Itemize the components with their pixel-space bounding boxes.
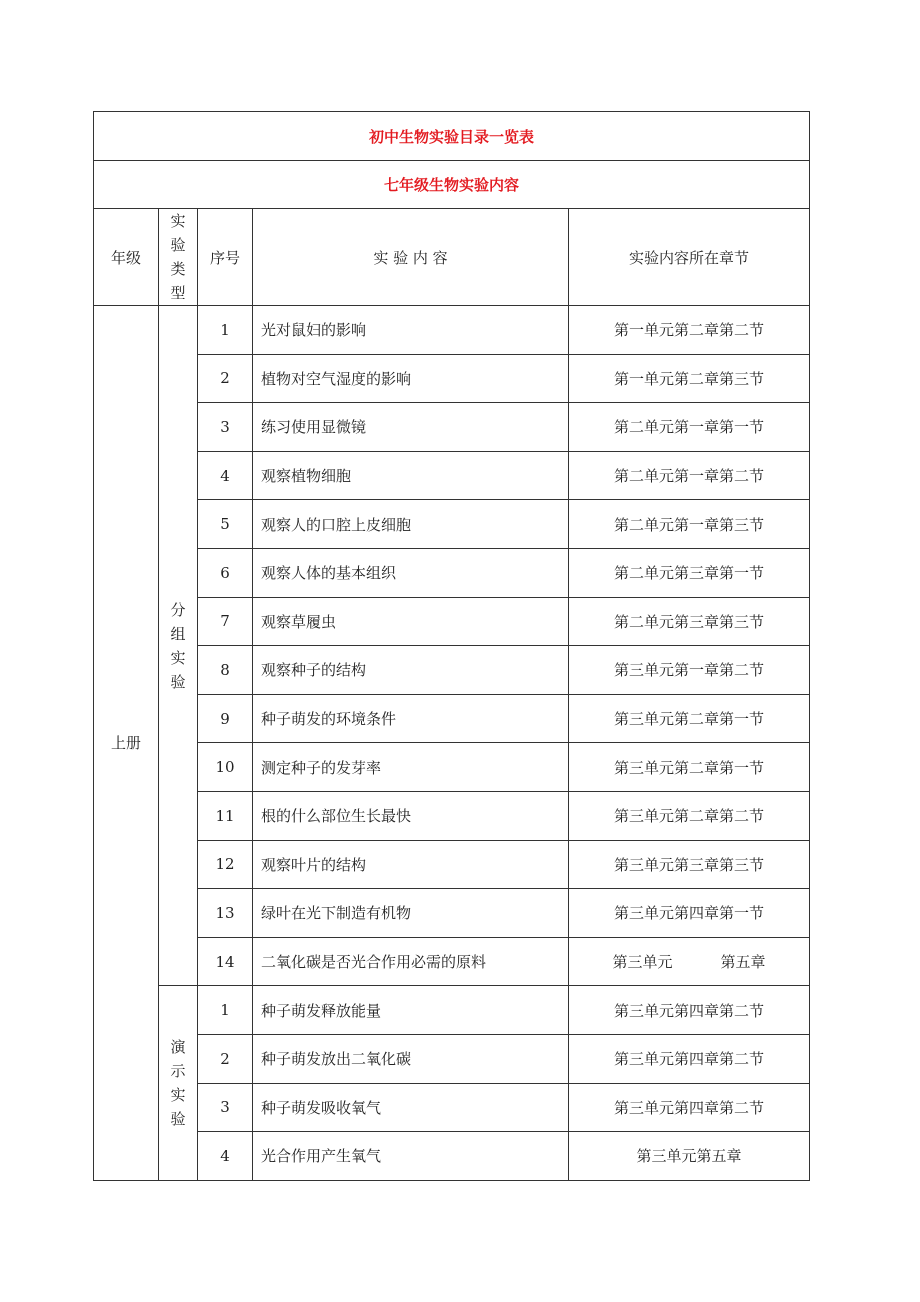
table-row — [94, 451, 810, 500]
table-title: 初中生物实验目录一览表 — [94, 112, 810, 161]
table-row — [94, 354, 810, 403]
row-number: 4 — [198, 1132, 253, 1181]
table-row — [94, 597, 810, 646]
row-content: 测定种子的发芽率 — [253, 743, 569, 792]
row-content: 二氧化碳是否光合作用必需的原料 — [253, 937, 569, 986]
row-number: 3 — [198, 1083, 253, 1132]
header-chapter: 实验内容所在章节 — [569, 209, 810, 306]
row-number: 7 — [198, 597, 253, 646]
type-cell-group: 分 组 实 验 — [159, 306, 198, 986]
chapter-unit: 第三单元 — [612, 953, 673, 972]
row-content: 种子萌发放出二氧化碳 — [253, 1034, 569, 1083]
row-number: 5 — [198, 500, 253, 549]
row-chapter: 第二单元第三章第一节 — [569, 548, 810, 597]
table-row — [94, 743, 810, 792]
row-number: 6 — [198, 548, 253, 597]
header-content: 实 验 内 容 — [253, 209, 569, 306]
row-number: 13 — [198, 889, 253, 938]
row-chapter: 第三单元第一章第二节 — [569, 646, 810, 695]
header-grade: 年级 — [94, 209, 159, 306]
table-row — [94, 840, 810, 889]
row-chapter: 第三单元第五章 — [569, 1132, 810, 1181]
table-row — [94, 646, 810, 695]
row-chapter: 第三单元第四章第一节 — [569, 889, 810, 938]
row-number: 10 — [198, 743, 253, 792]
row-number: 12 — [198, 840, 253, 889]
row-number: 1 — [198, 306, 253, 355]
row-number: 14 — [198, 937, 253, 986]
table-subtitle: 七年级生物实验内容 — [94, 161, 810, 209]
row-content: 植物对空气湿度的影响 — [253, 354, 569, 403]
table-row — [94, 306, 810, 355]
row-chapter: 第三单元第三章第三节 — [569, 840, 810, 889]
table-row — [94, 1034, 810, 1083]
row-content: 观察叶片的结构 — [253, 840, 569, 889]
table-row — [94, 791, 810, 840]
experiment-table — [93, 111, 810, 1181]
chapter-chapter: 第五章 — [720, 953, 766, 972]
row-content: 光对鼠妇的影响 — [253, 306, 569, 355]
row-chapter: 第三单元第二章第一节 — [569, 743, 810, 792]
row-content: 根的什么部位生长最快 — [253, 791, 569, 840]
table-row — [94, 1132, 810, 1181]
row-content: 光合作用产生氧气 — [253, 1132, 569, 1181]
row-number: 4 — [198, 451, 253, 500]
row-chapter: 第三单元第二章第一节 — [569, 694, 810, 743]
row-number: 1 — [198, 986, 253, 1035]
row-content: 观察草履虫 — [253, 597, 569, 646]
row-content: 绿叶在光下制造有机物 — [253, 889, 569, 938]
header-row — [94, 209, 810, 306]
table-row — [94, 500, 810, 549]
row-content: 观察人的口腔上皮细胞 — [253, 500, 569, 549]
row-content: 观察人体的基本组织 — [253, 548, 569, 597]
table-row — [94, 986, 810, 1035]
row-content: 练习使用显微镜 — [253, 403, 569, 452]
row-chapter: 第二单元第三章第三节 — [569, 597, 810, 646]
row-number: 2 — [198, 354, 253, 403]
table-row — [94, 1083, 810, 1132]
row-chapter: 第二单元第一章第一节 — [569, 403, 810, 452]
row-content: 种子萌发释放能量 — [253, 986, 569, 1035]
row-number: 11 — [198, 791, 253, 840]
table-row — [94, 548, 810, 597]
row-chapter: 第三单元第四章第二节 — [569, 1083, 810, 1132]
row-content: 种子萌发吸收氧气 — [253, 1083, 569, 1132]
row-number: 9 — [198, 694, 253, 743]
row-content: 种子萌发的环境条件 — [253, 694, 569, 743]
row-number: 3 — [198, 403, 253, 452]
row-content: 观察种子的结构 — [253, 646, 569, 695]
row-chapter: 第三单元第四章第二节 — [569, 1034, 810, 1083]
table-row — [94, 937, 810, 986]
row-chapter — [569, 937, 810, 986]
row-chapter: 第二单元第一章第三节 — [569, 500, 810, 549]
row-chapter: 第一单元第二章第二节 — [569, 306, 810, 355]
type-cell-demo: 演 示 实 验 — [159, 986, 198, 1180]
row-chapter: 第三单元第四章第二节 — [569, 986, 810, 1035]
grade-cell: 上册 — [94, 306, 159, 1181]
table-row — [94, 694, 810, 743]
row-number: 2 — [198, 1034, 253, 1083]
row-number: 8 — [198, 646, 253, 695]
row-chapter: 第三单元第二章第二节 — [569, 791, 810, 840]
header-number: 序号 — [198, 209, 253, 306]
row-chapter: 第二单元第一章第二节 — [569, 451, 810, 500]
table-row — [94, 403, 810, 452]
header-type: 实 验 类 型 — [159, 209, 198, 306]
table-row — [94, 889, 810, 938]
row-content: 观察植物细胞 — [253, 451, 569, 500]
row-chapter: 第一单元第二章第三节 — [569, 354, 810, 403]
